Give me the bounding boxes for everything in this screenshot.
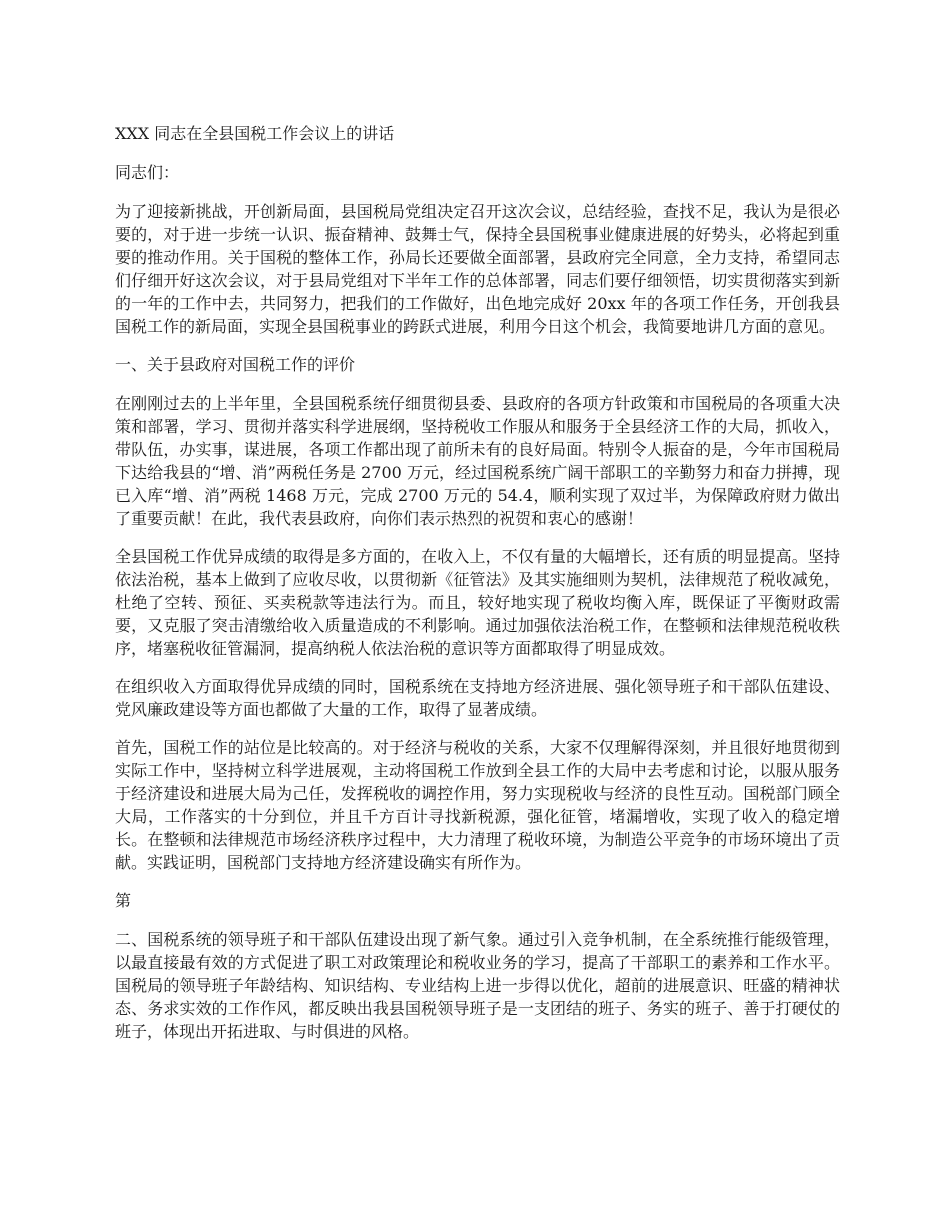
paragraph-second-point: 二、国税系统的领导班子和干部队伍建设出现了新气象。通过引入竞争机制，在全系统推行能级管理，以最直接最有效的方式促进了职工对政策理论和税收业务的学习，提高了干部职工的素养和工作水平。国税局的领导班子年龄结构、知识结构、专业结构上进一步得以优化，超前的进展意识、旺盛的精神状态、务求实效的工作作风，都反映出我县国税领导班子是一支团结的班子、务实的班子、善于打硬仗的班子，体现出开拓进取、与时俱进的风格。 [115,930,840,1041]
paragraph-achievements: 全县国税工作优异成绩的取得是多方面的，在收入上，不仅有量的大幅增长，还有质的明显提高。坚持依法治税，基本上做到了应收尽收，以贯彻新《征管法》及其实施细则为契机，法律规范了税收减免，杜绝了空转、预征、买卖税款等违法行为。而且，较好地实现了税收均衡入库，既保证了平衡财政需要，又克服了突击清缴给收入质量造成的不利影响。通过加强依法治税工作，在整顿和法律规范税收秩序，堵塞税收征管漏洞，提高纳税人依法治税的意识等方面都取得了明显成效。 [115,547,840,658]
section-heading-1: 一、关于县政府对国税工作的评价 [115,355,356,374]
document-title: XXX 同志在全县国税工作会议上的讲话 [115,124,395,143]
greeting: 同志们： [115,163,180,182]
fragment-di: 第 [115,891,132,910]
paragraph-organization: 在组织收入方面取得优异成绩的同时，国税系统在支持地方经济进展、强化领导班子和干部队伍建设、党风廉政建设等方面也都做了大量的工作，取得了显著成绩。 [115,677,840,719]
paragraph-first-point: 首先，国税工作的站位是比较高的。对于经济与税收的关系，大家不仅理解得深刻，并且很好地贯彻到实际工作中，坚持树立科学进展观，主动将国税工作放到全县工作的大局中去考虑和讨论，以服从服务于经济建设和进展大局为己任，发挥税收的调控作用，努力实现税收与经济的良性互动。国税部门顾全大局，工作落实的十分到位，并且千方百计寻找新税源，强化征管，堵漏增收，实现了收入的稳定增长。在整顿和法律规范市场经济秩序过程中，大力清理了税收环境，为制造公平竞争的市场环境出了贡献。实践证明，国税部门支持地方经济建设确实有所作为。 [115,738,840,872]
paragraph-intro: 为了迎接新挑战，开创新局面，县国税局党组决定召开这次会议，总结经验，查找不足，我认为是很必要的，对于进一步统一认识、振奋精神、鼓舞士气，保持全县国税事业健康进展的好势头，必将起到重要的推动作用。关于国税的整体工作，孙局长还要做全面部署，县政府完全同意，全力支持，希望同志们仔细开好这次会议，对于县局党组对下半年工作的总体部署，同志们要仔细领悟，切实贯彻落实到新的一年的工作中去，共同努力，把我们的工作做好，出色地完成好 20xx 年的各项工作任务，开创我县国税工作的新局面，实现全县国税事业的跨跃式进展，利用今日这个机会，我简要地讲几方面的意见。 [115,202,840,336]
document-page [115,122,840,1058]
paragraph-first-half-year: 在刚刚过去的上半年里，全县国税系统仔细贯彻县委、县政府的各项方针政策和市国税局的各项重大决策和部署，学习、贯彻并落实科学进展纲，坚持税收工作服从和服务于全县经济工作的大局，抓收入，带队伍，办实事，谋进展，各项工作都出现了前所未有的良好局面。特别令人振奋的是，今年市国税局下达给我县的“增、消”两税任务是 2700 万元，经过国税系统广阔干部职工的辛勤努力和奋力拼搏，现已入库“增、消”两税 1468 万元，完成 2700 万元的 54.4，顺利实现了双过半，为保障政府财力做出了重要贡献！在此，我代表县政府，向你们表示热烈的祝贺和衷心的感谢！ [115,394,840,528]
